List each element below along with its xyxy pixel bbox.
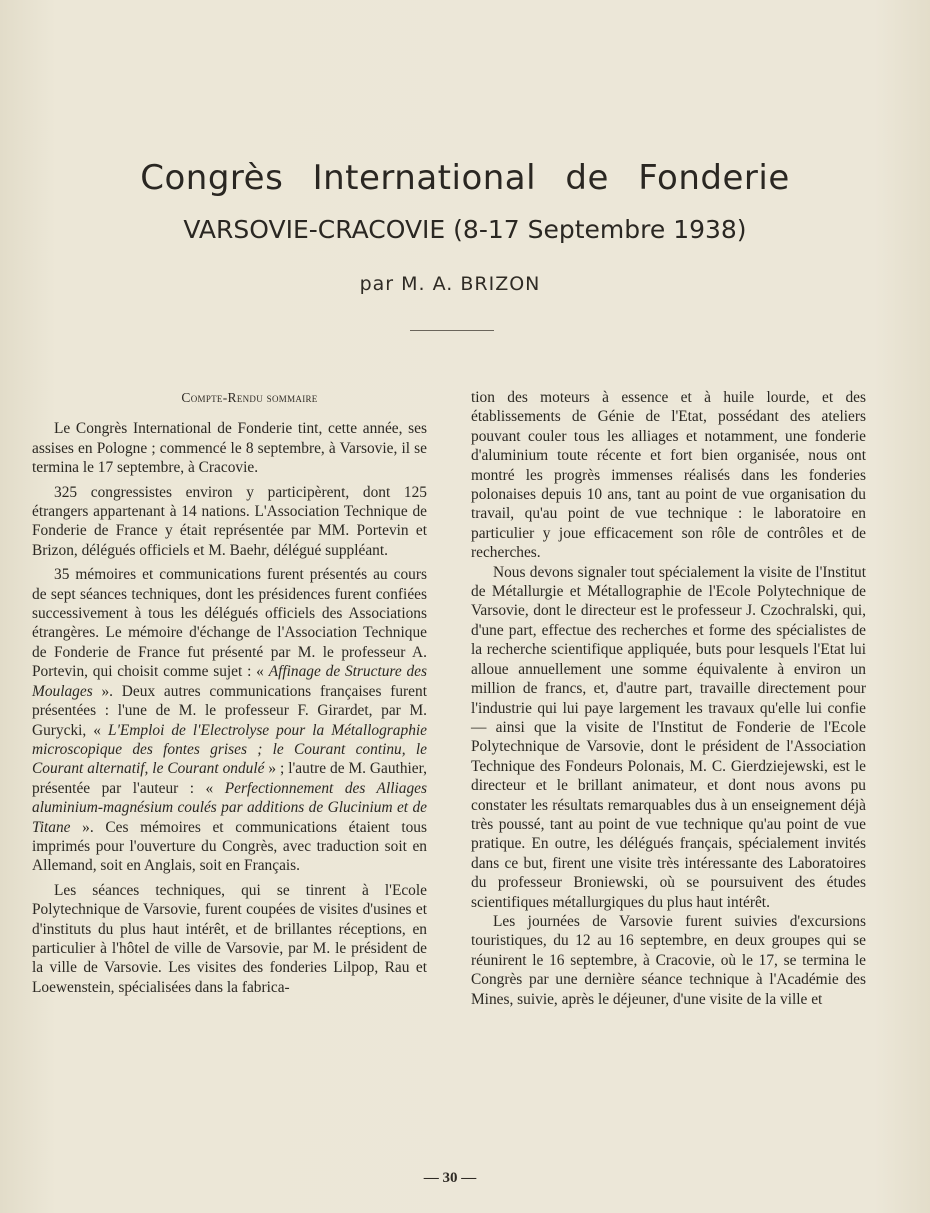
article-subtitle: VARSOVIE-CRACOVIE (8-17 Septembre 1938): [183, 215, 747, 244]
page-number: — 30 —: [423, 1170, 477, 1186]
memoir-title-electrolyse: L'Emploi de l'Electrolyse pour la Métallographie microscopique des fontes grises ; le Courant continu, le Courant alternatif, le Courant ondulé: [32, 721, 427, 778]
memoirs-text-d: ». Ces mémoires et communications étaient tous imprimés pour l'ouverture du Congrès, avec traduction soit en Allemand, soit en Anglais, soit en Français.: [32, 818, 427, 875]
paragraph-intro: Le Congrès International de Fonderie tint, cette année, ses assises en Pologne ; commencé le 8 septembre, à Varsovie, il se termina le 17 septembre, à Cracovie.: [32, 420, 427, 477]
paragraph-memoirs: [32, 565, 427, 876]
memoir-title-alliages: Perfectionnement des Alliages aluminium-magnésium coulés par additions de Glucinium et de Titane: [32, 779, 427, 836]
paragraph-sessions: Les séances techniques, qui se tinrent à l'Ecole Polytechnique de Varsovie, furent coupées de visites d'usines et d'instituts du plus haut intérêt, et de brillantes réceptions, en particulier à l'hôtel de ville de Varsovie, par M. le président de la ville de Varsovie. Les visites des fonderies Lilpop, Rau et Loewenstein, spécialisées dans la fabrica-: [32, 881, 427, 996]
memoirs-text-c: » ; l'autre de M. Gauthier, présentée par l'auteur : «: [32, 760, 427, 797]
right-column: [471, 388, 866, 1009]
left-column: [32, 388, 427, 997]
memoirs-text-b: ». Deux autres communications françaises furent présentées : l'une de M. le professeur F. Girardet, par M. Gurycki, «: [32, 682, 427, 739]
paragraph-excursions: Les journées de Varsovie furent suivies d'excursions touristiques, du 12 au 16 septembre, en deux groupes qui se réunirent le 16 septembre, à Cracovie, où le 17, se termina le Congrès par une dernière séance technique à l'Académie des Mines, suivie, après le déjeuner, d'une visite de la ville et: [471, 912, 866, 1008]
paragraph-institutes: Nous devons signaler tout spécialement la visite de l'Institut de Métallurgie et Métallographie de l'Ecole Polytechnique de Varsovie, dont le directeur est le professeur J. Czochralski, qui, d'une part, effectue des recherches et forme des spécialistes de la recherche scientifique appliquée, buts pour lesquels l'Etat lui alloue annuellement une somme équivalente à environ un million de francs, et, d'autre part, travaille directement pour l'industrie qui lui paye largement les travaux qu'elle lui confie — ainsi que la visite de l'Institut de Fonderie de l'Ecole Polytechnique de Varsovie, dont le président de l'Association Technique des Fondeurs Polonais, M. C. Gierdziejewski, est le directeur et le brillant animateur, et dont nous avons pu constater les résultats remarquables dus à un enseignement déjà très poussé, tant au point de vue technique qu'au point de vue pratique. En outre, les délégués français, spécialement invités dans ce but, firent une visite très intéressante des Laboratoires du professeur Broniewski, où se poursuivent des études scientifiques métallurgiques du plus haut intérêt.: [471, 563, 866, 911]
title-separator-rule: [410, 330, 494, 331]
article-title: Congrès International de Fonderie: [140, 158, 790, 198]
memoirs-text-a: 35 mémoires et communications furent présentés au cours de sept séances techniques, dont les présidences furent confiées successivement à tous les délégués officiels des Associations étrangères. Le mémoire d'échange de l'Association Technique de Fonderie de France fut présenté par M. le professeur A. Portevin, qui choisit comme sujet : «: [32, 566, 427, 681]
memoir-title-affinage: Affinage de Structure des Moulages: [32, 663, 427, 700]
section-heading: Compte-Rendu sommaire: [181, 390, 318, 405]
paragraph-participants: 325 congressistes environ y participèrent, dont 125 étrangers appartenant à 14 nations. L'Association Technique de Fonderie de France y était représentée par MM. Portevin et Brizon, délégués officiels et M. Baehr, délégué suppléant.: [32, 483, 427, 559]
paragraph-foundries-continued: tion des moteurs à essence et à huile lourde, et des établissements de Génie de l'Etat, possédant des ateliers pouvant couler tous les alliages et notamment, une fonderie d'aluminium toute récente et fort bien organisée, nous ont montré les progrès immenses réalisés dans les fonderies polonaises depuis 10 ans, tant au point de vue organisation du travail, qu'au point de vue technique : le laboratoire en particulier y joue efficacement son rôle de contrôles et de recherches.: [471, 389, 866, 562]
author-byline: par M. A. BRIZON: [359, 273, 541, 295]
